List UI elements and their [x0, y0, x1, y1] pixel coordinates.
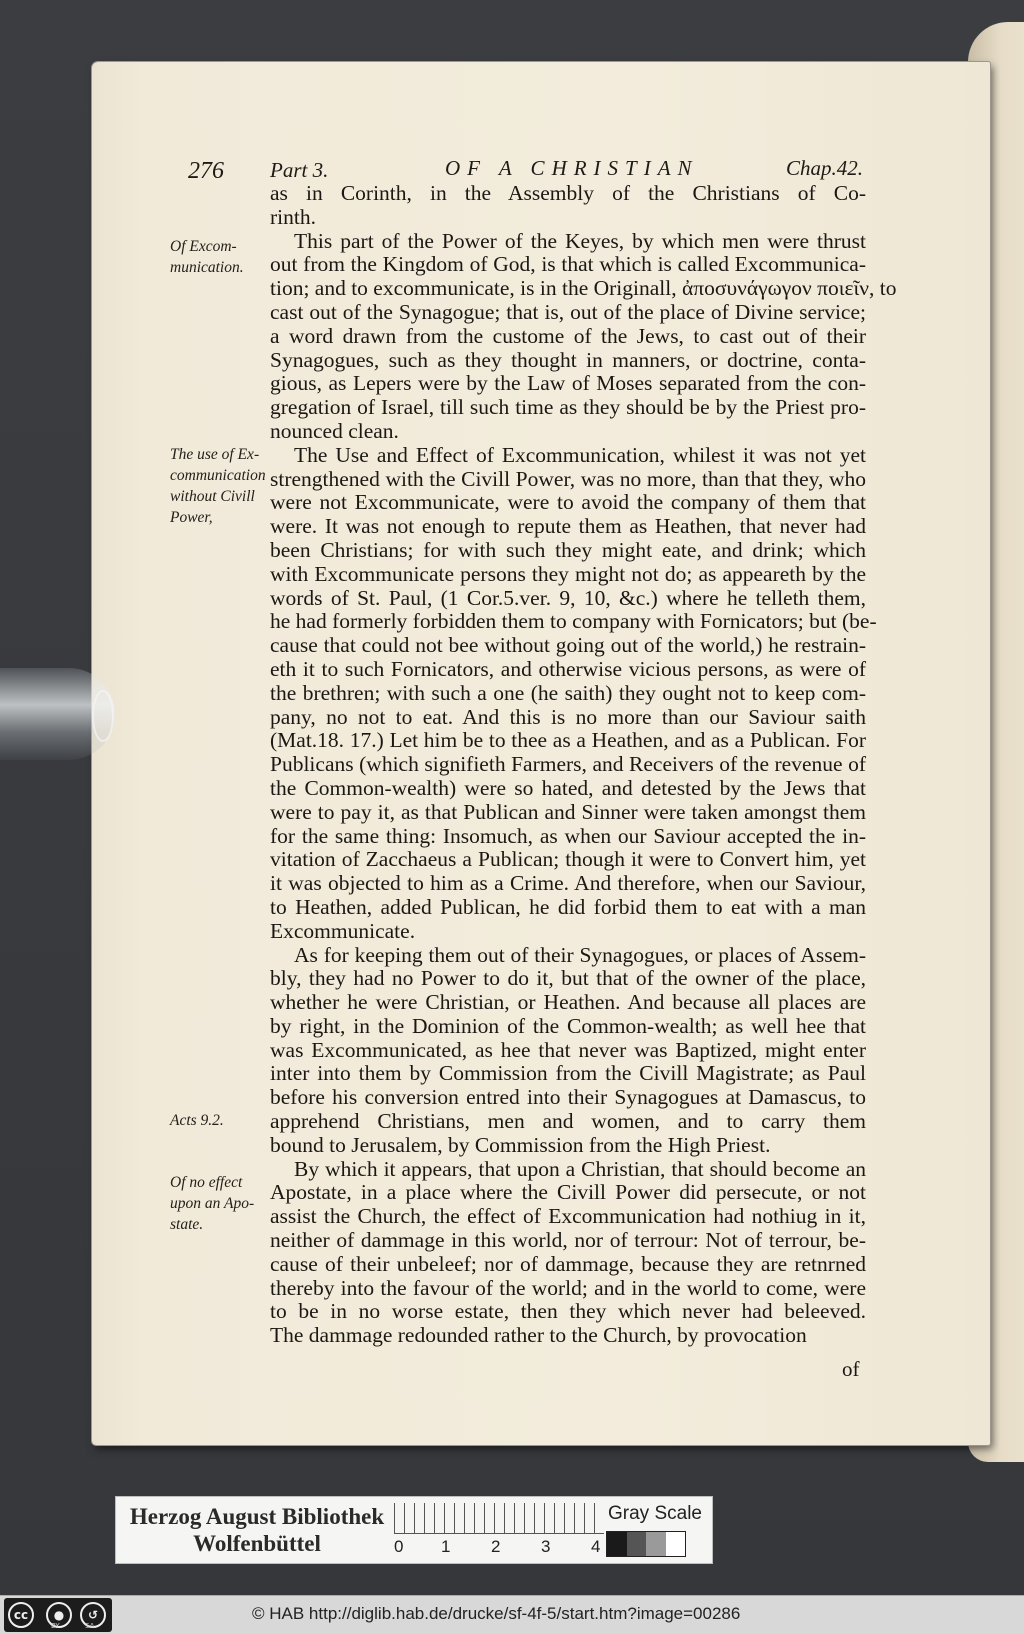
text-line: inter into them by Commission from the Civill Magistrate; as Paul — [270, 1061, 866, 1086]
license-badge[interactable] — [4, 1598, 112, 1632]
running-title: OF A CHRISTIAN — [445, 156, 699, 180]
text-line: tion; and to excommunicate, is in the Originall, ἀποσυνάγωγον ποιεῖν, to — [270, 276, 897, 301]
library-label — [115, 1496, 713, 1564]
source-url[interactable]: © HAB http://diglib.hab.de/drucke/sf-4f-5/start.htm?image=00286 — [252, 1604, 741, 1623]
text-line: were. It was not enough to repute them as Heathen, that never had — [270, 514, 866, 539]
library-name: Herzog August Bibliothek Wolfenbüttel — [129, 1504, 385, 1556]
text-line: vitation of Zacchaeus a Publican; though it were to Convert him, yet — [270, 847, 866, 872]
by-icon: ● — [46, 1602, 72, 1628]
text-line: the Common-wealth) were so hated, and detested by the Jews that — [270, 775, 866, 800]
text-line: bly, they had no Power to do it, but that of the owner of the place, — [270, 966, 866, 991]
cc-icon: cc — [8, 1602, 34, 1628]
text-line: bound to Jerusalem, by Commission from the High Priest. — [270, 1132, 771, 1157]
text-line: to be in no worse estate, then they which never had beleeved. — [270, 1299, 866, 1324]
text-line: Synagogues, such as they thought in manners, or doctrine, conta- — [270, 347, 866, 372]
ruler-number: 0 — [394, 1537, 404, 1556]
text-line: was Excommunicated, as hee that never was Baptized, might enter — [270, 1037, 866, 1062]
text-line: eth it to such Fornicators, and otherwise vicious persons, as were of — [270, 656, 866, 681]
text-line: were to pay it, as that Publican and Sinner were taken amongst them — [270, 799, 866, 824]
text-line: assist the Church, the effect of Excommunication had nothiug in it, — [270, 1204, 866, 1229]
text-line: words of St. Paul, (1 Cor.5.ver. 9, 10, &c.) where he telleth them, — [270, 585, 866, 610]
text-line: strengthened with the Civill Power, was no more, than that they, who — [270, 466, 866, 491]
text-line: rinth. — [270, 204, 316, 229]
text-line: The dammage redounded rather to the Church, by provocation — [270, 1323, 807, 1348]
margin-note: Of no effect upon an Apo- state. — [170, 1174, 255, 1233]
gray-swatch — [607, 1532, 627, 1556]
text-line: he had formerly forbidden them to company with Fornicators; but (be- — [270, 609, 877, 634]
text-line: the brethren; with such a one (he saith) they ought not to keep com- — [270, 680, 866, 705]
text-line: As for keeping them out of their Synagogues, or places of Assem- — [294, 942, 866, 967]
text-line: gregation of Israel, till such time as they should be by the Priest pro- — [270, 395, 866, 420]
text-line: with Excommunicate persons they might not do; as appeareth by the — [270, 561, 866, 586]
text-line: a word drawn from the custome of the Jews, to cast out of their — [270, 323, 866, 348]
scale-ruler — [394, 1503, 604, 1534]
footer-bar — [0, 1595, 1024, 1634]
text-line: By which it appears, that upon a Christian, that should become an — [294, 1156, 866, 1181]
catchword: of — [842, 1357, 860, 1381]
text-line: This part of the Power of the Keyes, by which men were thrust — [294, 228, 866, 253]
text-line: before his conversion entred into their Synagogues at Damascus, to — [270, 1085, 866, 1110]
ruler-number: 1 — [441, 1537, 451, 1556]
page-number: 276 — [188, 158, 224, 184]
text-line: gious, as Lepers were by the Law of Moses separated from the con- — [270, 371, 866, 396]
text-line: to Heathen, added Publican, he did forbid them to eat with a man — [270, 894, 866, 919]
gray-swatch — [627, 1532, 647, 1556]
text-line: neither of dammage in this world, nor of terrour: Not of terrour, be- — [270, 1228, 866, 1253]
text-line: apprehend Christians, men and women, and to carry them — [270, 1109, 866, 1134]
text-line: by right, in the Dominion of the Common-wealth; as well hee that — [270, 1013, 866, 1038]
gray-scale-swatches — [606, 1531, 686, 1557]
text-line: Apostate, in a place where the Civill Power did persecute, or not — [270, 1180, 866, 1205]
gray-swatch — [666, 1532, 686, 1556]
text-line: been Christians; for with such they might eate, and drink; which — [270, 537, 866, 562]
text-line: The Use and Effect of Excommunication, whilest it was not yet — [294, 442, 866, 467]
text-line: out from the Kingdom of God, is that which is called Excommunica- — [270, 252, 866, 277]
text-line: as in Corinth, in the Assembly of the Christians of Co- — [270, 181, 866, 205]
text-line: (Mat.18. 17.) Let him be to thee as a Heathen, and as a Publican. For — [270, 728, 866, 753]
text-line: it was objected to him as a Crime. And therefore, when our Saviour, — [270, 871, 866, 896]
text-line: pany, no not to eat. And this is no more than our Saviour saith — [270, 704, 866, 729]
part-label: Part 3. — [270, 158, 329, 182]
page-clip-edge — [92, 690, 114, 742]
text-line: cast out of the Synagogue; that is, out of the place of Divine service; — [270, 299, 866, 324]
by-label: BY — [51, 1622, 60, 1630]
text-line: cause that could not bee without going out of the world,) he restrain- — [270, 633, 866, 658]
text-line: for the same thing: Insomuch, as when our Saviour accepted the in- — [270, 823, 866, 848]
margin-note: Of Excom- munication. — [170, 238, 244, 276]
body-text — [270, 181, 897, 1348]
text-line: nounced clean. — [270, 418, 399, 443]
text-line: whether he were Christian, or Heathen. And because all places are — [270, 990, 866, 1015]
chapter-label: Chap.42. — [786, 156, 864, 180]
sa-icon: ↺ — [80, 1602, 106, 1628]
text-line: thereby into the favour of the world; and in the world to come, were — [270, 1275, 866, 1300]
ruler-number: 2 — [491, 1537, 501, 1556]
ruler-number: 4 — [591, 1537, 601, 1556]
margin-note: The use of Ex- communication without Civill Power, — [170, 446, 266, 526]
margin-note: Acts 9.2. — [170, 1112, 224, 1129]
sa-label: SA — [85, 1622, 95, 1630]
text-line: cause of their unbeleef; nor of dammage, because they are retnrned — [270, 1251, 866, 1276]
text-line: were not Excommunicate, were to avoid the company of them that — [270, 490, 866, 515]
text-line: Publicans (which signifieth Farmers, and Receivers of the revenue of — [270, 752, 866, 777]
gray-swatch — [646, 1532, 666, 1556]
text-line: Excommunicate. — [270, 918, 416, 943]
gray-scale-title: Gray Scale — [608, 1503, 702, 1524]
ruler-number: 3 — [541, 1537, 551, 1556]
